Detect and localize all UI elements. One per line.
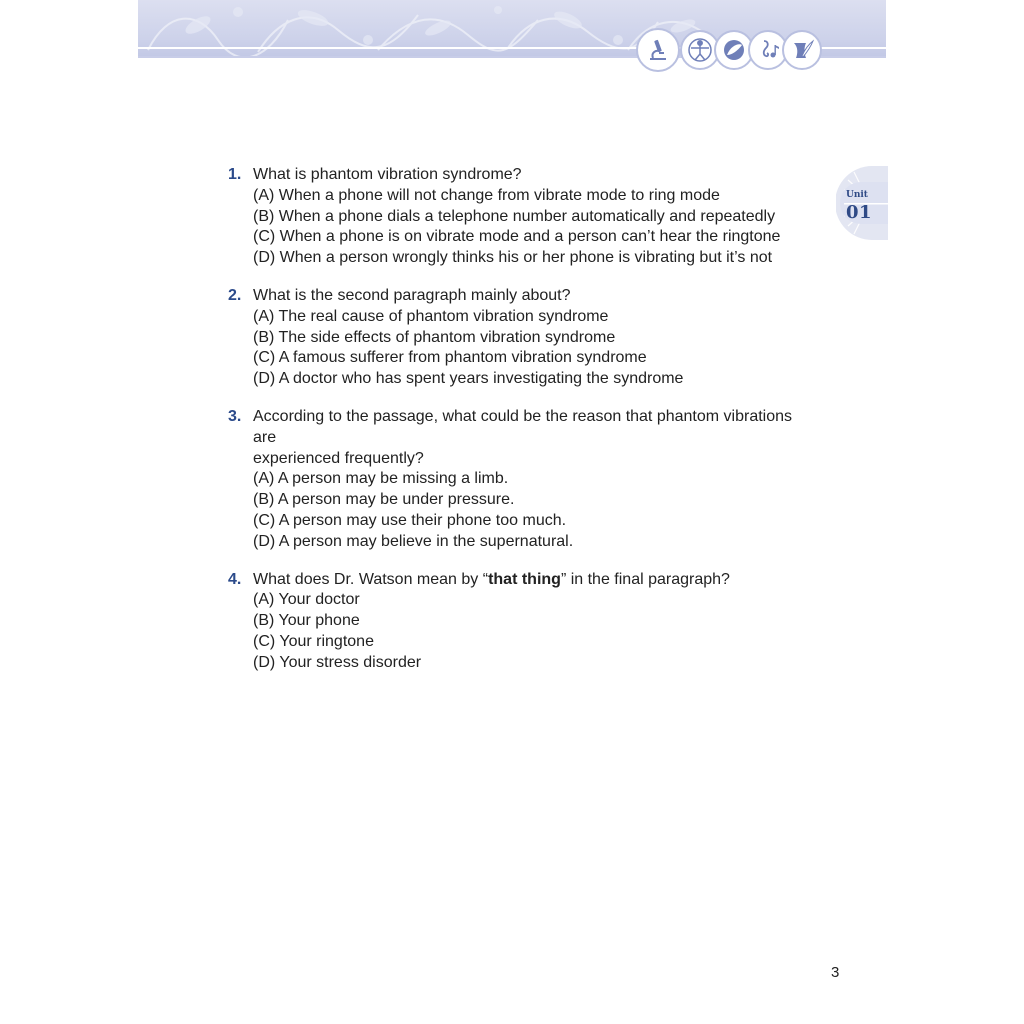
quoted-phrase: that thing <box>488 570 561 588</box>
option-c: (C) A person may use their phone too much. <box>253 511 567 529</box>
unit-number: 01 <box>846 202 873 223</box>
option-c: (C) When a phone is on vibrate mode and a person can’t hear the ringtone <box>253 228 781 246</box>
quill-scroll-icon <box>782 30 822 70</box>
question-text-end: ” in the final paragraph? <box>560 570 730 588</box>
page-number: 3 <box>831 964 840 981</box>
option-b: (B) Your phone <box>253 612 360 630</box>
question-text-line-2: experienced frequently? <box>253 449 424 467</box>
option-d: (D) Your stress disorder <box>253 653 422 671</box>
option-d: (D) A doctor who has spent years investigating the syndrome <box>253 370 684 388</box>
option-b: (B) The side effects of phantom vibration syndrome <box>253 328 616 346</box>
question-text: What is phantom vibration syndrome? <box>253 166 522 183</box>
option-d: (D) A person may believe in the supernatural. <box>253 532 574 550</box>
question-3 <box>226 407 806 553</box>
option-a: (A) A person may be missing a limb. <box>253 470 509 488</box>
option-c: (C) Your ringtone <box>253 632 374 650</box>
option-b: (B) A person may be under pressure. <box>253 491 515 509</box>
question-4 <box>226 570 806 674</box>
question-number: 3. <box>228 407 242 425</box>
unit-label: Unit <box>846 190 868 200</box>
option-b: (B) When a phone dials a telephone number automatically and repeatedly <box>253 207 776 225</box>
question-number: 4. <box>228 570 242 588</box>
option-a: (A) Your doctor <box>253 591 360 609</box>
question-list <box>226 165 806 691</box>
microscope-icon <box>636 28 680 72</box>
question-number: 2. <box>228 286 242 304</box>
question-text-start: What does Dr. Watson mean by “ <box>253 570 489 588</box>
question-2 <box>226 286 806 390</box>
question-number: 1. <box>228 166 242 183</box>
option-a: (A) When a phone will not change from vibrate mode to ring mode <box>253 186 720 204</box>
option-c: (C) A famous sufferer from phantom vibration syndrome <box>253 349 647 367</box>
question-text-line-1: According to the passage, what could be the reason that phantom vibrations are <box>253 407 793 446</box>
option-a: (A) The real cause of phantom vibration syndrome <box>253 307 609 325</box>
question-text: What is the second paragraph mainly about? <box>253 286 571 304</box>
subject-icon-strip <box>636 30 822 74</box>
question-text <box>253 570 806 591</box>
question-1 <box>226 165 806 269</box>
option-d: (D) When a person wrongly thinks his or her phone is vibrating but it’s not <box>253 249 773 267</box>
